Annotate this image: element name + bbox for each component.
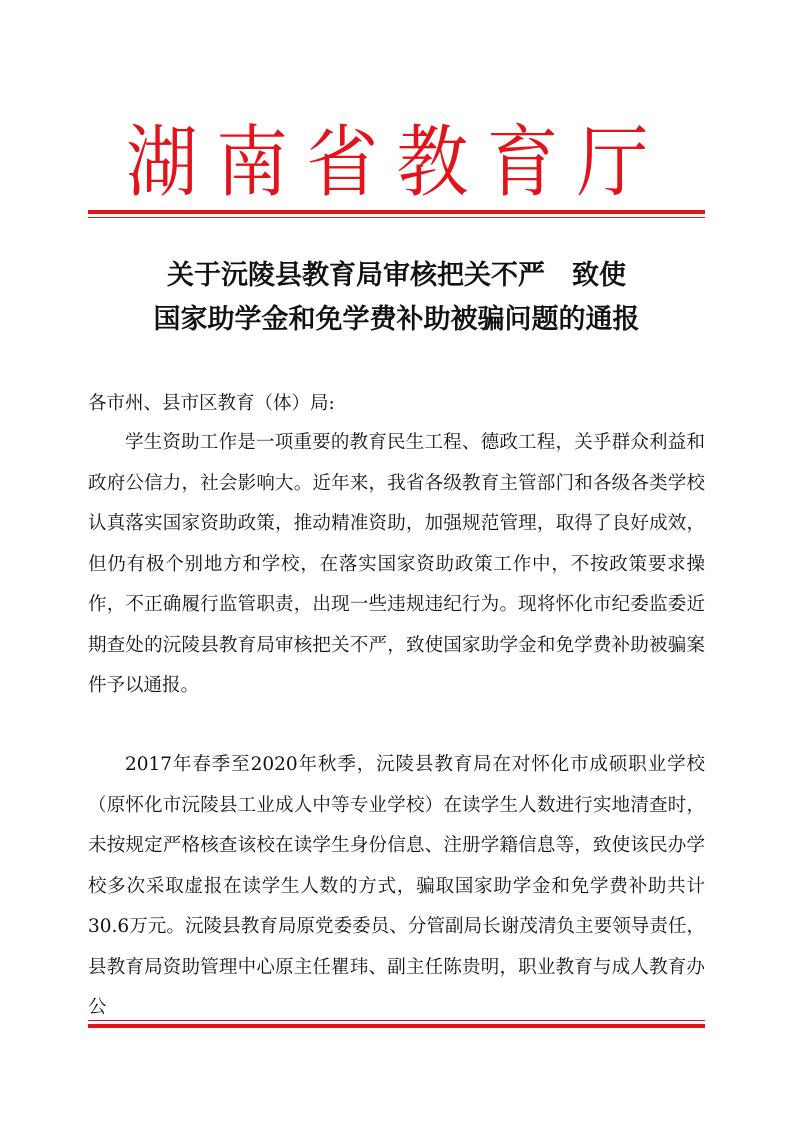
masthead-rule-thin [88, 217, 705, 218]
document-title-line-2: 国家助学金和免学费补助被骗问题的通报 [153, 304, 640, 335]
masthead-title: 湖南省教育厅 [126, 118, 667, 208]
body-paragraph-2: 2017年春季至2020年秋季，沅陵县教育局在对怀化市成硕职业学校（原怀化市沅陵县工业成人中等专业学校）在读学生人数进行实地清查时，未按规定严格核查该校在读学生身份信息、注册学籍信息等，致使该民办学校多次采取虚报在读学生人数的方式，骗取国家助学金和免学费补助共计30.6万元。沅陵县教育局原党委委员、分管副局长谢茂清负主要领导责任，县教育局资助管理中心原主任瞿玮、副主任陈贵明，职业教育与成人教育办公 [88, 754, 705, 1018]
salutation: 各市州、县市区教育（体）局: [88, 393, 335, 414]
document-title-line-1: 关于沅陵县教育局审核把关不严 致使 [167, 260, 626, 291]
footer-rule-thin [88, 1020, 705, 1021]
footer-rule-thick [88, 1024, 705, 1028]
body-paragraph-1: 学生资助工作是一项重要的教育民生工程、德政工程，关乎群众利益和政府公信力，社会影响大。近年来，我省各级教育主管部门和各级各类学校认真落实国家资助政策，推动精准资助，加强规范管理，取得了良好成效，但仍有极个别地方和学校，在落实国家资助政策工作中，不按政策要求操作，不正确履行监管职责，出现一些违规违纪行为。现将怀化市纪委监委近期查处的沅陵县教育局审核把关不严，致使国家助学金和免学费补助被骗案件予以通报。 [88, 432, 705, 696]
masthead-rule-thick [88, 210, 705, 214]
